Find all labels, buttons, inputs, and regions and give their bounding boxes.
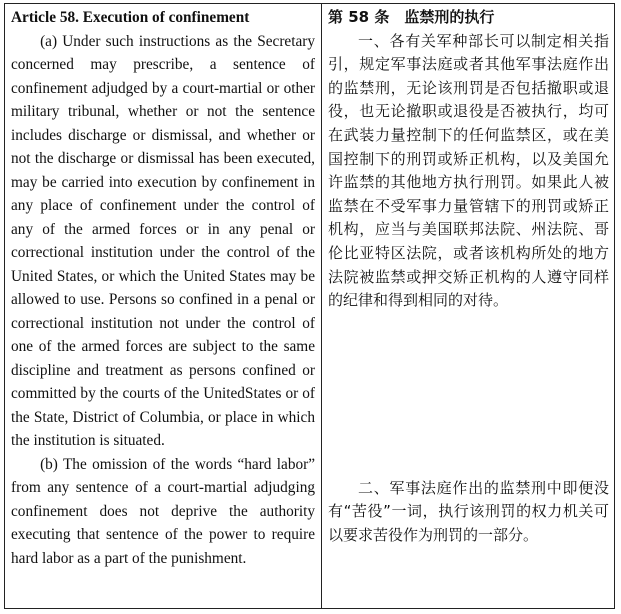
english-paragraph-b: (b) The omission of the words “hard labor” from any sentence of a court-martial adjudging confinement does not deprive the authority executing that sentence of the power to require hard labor as a part of the punishment. — [11, 455, 315, 567]
column-divider — [321, 4, 322, 608]
chinese-column — [323, 4, 614, 548]
chinese-paragraph-1: 一、各有关军种部长可以制定相关指引，规定军事法庭或者其他军事法庭作出的监禁刑，无论该刑罚是否包括撤职或退役，也无论撤职或退役是否被执行，均可在武装力量控制下的任何监禁区，或在美国控制下的刑罚或矫正机构，以及美国允许监禁的其他地方执行刑罚。如果此人被监禁在不受军事力量管辖下的刑罚或矫正机构，应当与美国联邦法院、州法院、哥伦比亚特区法院，或者该机构所处的地方法院被监禁或押交矫正机构的人遵守同样的纪律和得到相同的对待。 — [328, 31, 609, 310]
english-paragraph-a: (a) Under such instructions as the Secretary concerned may prescribe, a sentence of confinement adjudged by a court-martial or other military tribunal, whether or not the sentence includes discharge or dismissal, and whether or not the discharge or dismissal has been executed, may be carried into execution by confinement in any place of confinement under the control of any of the armed forces or in any penal or correctional institution under the control of the United States, or which the United States may be allowed to use. Persons so confined in a penal or correctional institution not under the control of one of the armed forces are subject to the same discipline and treatment as persons confined or committed by the courts of the UnitedStates or of the State, District of Columbia, or place in which the institution is situated. — [11, 32, 315, 449]
bilingual-table — [4, 3, 615, 609]
english-article-title: Article 58. Execution of confinement — [11, 9, 250, 26]
chinese-paragraph-2: 二、军事法庭作出的监禁刑中即便没有“苦役”一词，执行该刑罚的权力机关可以要求苦役作为刑罚的一部分。 — [328, 478, 609, 544]
chinese-article-title: 第 58 条 监禁刑的执行 — [328, 8, 495, 26]
chinese-spacer — [328, 313, 609, 477]
english-column — [5, 4, 321, 570]
